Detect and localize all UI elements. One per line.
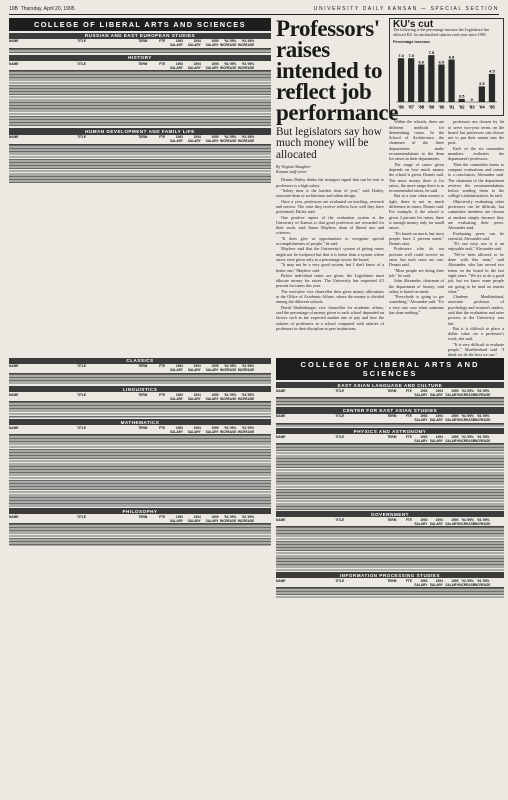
lower-section — [9, 356, 499, 598]
article-paragraph: Dennis Dailey thinks the strongest signal that can be sent to professors is a high salary. — [276, 177, 384, 188]
left-upper-tables — [9, 33, 271, 184]
salary-rows — [9, 374, 271, 385]
department-header: PHYSICS AND ASTRONOMY — [276, 428, 504, 434]
table-header — [9, 364, 271, 374]
column-header: 1995 SALARY — [445, 434, 459, 443]
salary-rows — [276, 588, 504, 597]
chart-tick-label: '86 — [398, 104, 404, 110]
column-header: '93-'95% INCREASE — [237, 39, 255, 48]
chart-tick-label: '94 — [479, 104, 485, 110]
column-header: 1993 SALARY — [169, 61, 183, 70]
table-header — [276, 578, 504, 588]
article-deck: But legislators say how much money will be allocated — [276, 126, 382, 161]
salary-rows — [9, 71, 271, 127]
article-paragraph: Before individual raises are given, the Legislature must allocate money for raises. The University has requested 4.5 percent for raises this year. — [276, 272, 384, 289]
column-header: TITLE — [335, 434, 345, 439]
column-header: 1994 SALARY — [429, 517, 443, 526]
column-header: TITLE — [77, 364, 86, 369]
article-paragraph: Each of the six committee members evaluates the department's professors. — [448, 145, 504, 162]
department-header: CLASSICS — [9, 358, 271, 364]
column-header: TITLE — [77, 61, 86, 66]
column-header: 1993 SALARY — [169, 39, 183, 48]
column-header: 1995 SALARY — [205, 364, 219, 373]
article-paragraph: Once a year, professors are evaluated on teaching, research and service. The raise they receive reflects how well they have performed, Dailey said. — [276, 198, 384, 215]
kus-cut-chart-box — [389, 18, 504, 116]
column-header: FTE — [405, 388, 412, 393]
department-header: LINGUISTICS — [9, 386, 271, 392]
column-header: TITLE — [335, 388, 345, 393]
department-header: GOVERNMENT — [276, 511, 504, 517]
column-header: 1993 SALARY — [414, 414, 428, 423]
column-header: NAME — [276, 434, 286, 439]
column-header: TITLE — [335, 414, 345, 419]
column-header: '93-'95% INCREASE — [473, 517, 491, 526]
chart-data-label: 2.5 — [479, 81, 485, 87]
column-header: TERM — [387, 517, 397, 522]
column-header: TERM — [138, 392, 148, 397]
column-header: 1994 SALARY — [429, 388, 443, 397]
column-header: NAME — [276, 388, 286, 393]
article-paragraph: David Shulenburger, vice chancellor for academic affairs, said the percentage of money given to each school depended on factors such as the expected market rate of pay and how the salaries of professors in a school compared with salaries of professors in their discipline at peer institutions. — [276, 304, 384, 331]
department-header: PHILOSOPHY — [9, 508, 271, 514]
table-header — [9, 39, 271, 49]
chart-tick-label: '93 — [468, 104, 475, 110]
chart-data-label: 0 — [470, 96, 473, 102]
right-tables — [276, 382, 504, 598]
column-header: NAME — [9, 39, 19, 44]
salary-rows — [9, 402, 271, 418]
chart-data-label: 7.5 — [428, 49, 435, 55]
column-header: NAME — [276, 414, 286, 419]
department-header: RUSSIAN AND EAST EUROPEAN STUDIES — [9, 33, 271, 39]
column-header: NAME — [9, 514, 19, 519]
salary-rows — [9, 145, 271, 184]
table-header — [276, 434, 504, 444]
chart-bar — [479, 86, 485, 102]
chart-bar — [489, 74, 495, 102]
column-header: 1993 SALARY — [169, 514, 183, 523]
article-paragraph: Charlene Muehlenhard, associate professor of psychology and women's studies, said that the evaluation and raise process at the University was fair. — [448, 294, 504, 326]
column-header: FTE — [159, 39, 166, 44]
column-header: NAME — [9, 135, 19, 139]
salary-tables-left-upper — [9, 18, 271, 354]
column-header: TERM — [387, 434, 397, 439]
article-paragraph: John Alexander, chairman of the department of history, said salary is based on merit. — [389, 278, 444, 294]
article-byline: By Virginia Slaughter Kansan staff writer — [276, 163, 311, 175]
column-header: '94-'95% INCREASE — [219, 425, 237, 434]
column-header: 1995 SALARY — [205, 514, 219, 523]
column-header: 1995 SALARY — [205, 61, 219, 70]
department-header: EAST ASIAN LANGUAGE AND CULTURE — [276, 382, 504, 388]
chart-description: The following is the percentage increase the Legislature has allowed KU for unclassified salaries each year since 1985. — [393, 27, 489, 37]
chart-data-label: 6.0 — [438, 59, 445, 65]
salary-rows — [9, 49, 271, 54]
column-header: TITLE — [77, 39, 86, 44]
column-header: 1995 SALARY — [445, 388, 459, 397]
column-header: '94-'95% INCREASE — [458, 414, 475, 423]
folio-line — [9, 6, 499, 15]
column-header: '93-'95% INCREASE — [237, 135, 255, 143]
table-header — [9, 514, 271, 524]
article-paragraph: But in a year when money is tight, there is not as much difference in raises, Dennis said. For example, if the school is given 2 percent for raises, there is enough money only for small raises. — [389, 193, 444, 231]
salary-increase-bar-chart — [393, 45, 500, 111]
column-header: FTE — [405, 414, 412, 419]
column-header: NAME — [276, 578, 286, 583]
column-header: TITLE — [77, 425, 86, 430]
table-header — [9, 425, 271, 435]
column-header: NAME — [9, 392, 19, 397]
chart-tick-label: '90 — [438, 104, 445, 110]
column-header: FTE — [159, 514, 166, 519]
column-header: 1994 SALARY — [187, 39, 201, 48]
chart-data-label: 6.8 — [448, 54, 455, 60]
article-paragraph: But it is difficult to place a dollar value on a professor's work, she said. — [448, 325, 504, 342]
column-header: 1994 SALARY — [187, 425, 201, 434]
column-header: 1995 SALARY — [445, 517, 459, 526]
right-article-columns — [389, 119, 504, 357]
column-header: NAME — [9, 425, 19, 430]
chart-data-label: 7.0 — [408, 53, 414, 59]
column-header: '94-'95% INCREASE — [219, 364, 237, 373]
table-header — [276, 517, 504, 527]
chart-data-label: 0.5 — [458, 93, 465, 99]
column-header: 1993 SALARY — [169, 135, 183, 143]
column-header: 1994 SALARY — [187, 61, 201, 70]
column-header: '93-'95% INCREASE — [237, 392, 255, 401]
column-header: 1993 SALARY — [169, 364, 183, 373]
column-header: TITLE — [335, 517, 345, 522]
article-paragraph: Mayhew said that the University's system of giving raises might not be foolproof but that it is better than a system where raises were given only as a percentage across the board. — [276, 246, 384, 262]
article-paragraph: Objectively evaluating other professors can be difficult, but committee members are chosen at random simply because they are evaluating their peers, Alexander said. — [448, 198, 504, 231]
chart-tick-label: '91 — [448, 104, 455, 110]
department-header: INFORMATION PROCESSING STUDIES — [276, 572, 504, 578]
column-header: FTE — [159, 425, 166, 430]
column-header: 1993 SALARY — [414, 434, 428, 443]
chart-tick-label: '95 — [489, 104, 495, 110]
column-header: '94-'95% INCREASE — [458, 517, 475, 526]
chart-ylabel: Percentage increase — [393, 39, 430, 44]
salary-tables-left-lower — [9, 356, 271, 598]
salary-rows — [276, 527, 504, 570]
article-paragraph: "It is very difficult to evaluate people," Muehlenhard said. "I think we do the best we can." — [448, 341, 504, 358]
column-header: 1995 SALARY — [445, 578, 459, 587]
article-paragraph: professors are chosen by lot to serve two-year terms on the board, but professors can choose not to put their names into the pool. — [448, 119, 504, 146]
article-paragraph: "It may not be a very good system, but I don't know of a better one," Mayhew said. — [276, 262, 384, 273]
column-header: FTE — [159, 364, 166, 369]
column-header: 1994 SALARY — [187, 135, 201, 143]
column-header: '94-'95% INCREASE — [219, 135, 237, 143]
column-header: 1993 SALARY — [169, 425, 183, 434]
column-header: '93-'95% INCREASE — [473, 388, 491, 397]
chart-bar — [408, 58, 414, 102]
column-header: FTE — [159, 392, 166, 397]
table-header — [9, 135, 271, 145]
article-paragraph: One positive aspect of the evaluation system at the University of Kansas is that good professors are rewarded for their work, said James Mayhew, dean of liberal arts and sciences. — [276, 214, 384, 236]
column-header: 1995 SALARY — [205, 39, 219, 48]
column-header: FTE — [159, 135, 166, 139]
column-header: '94-'95% INCREASE — [219, 39, 237, 48]
table-header — [9, 392, 271, 402]
column-header: 1994 SALARY — [187, 364, 201, 373]
article-paragraph: "Most people are doing their job," he said. — [389, 267, 444, 278]
department-header: MATHEMATICS — [9, 419, 271, 425]
column-header: 1994 SALARY — [187, 392, 201, 401]
column-header: 1994 SALARY — [187, 514, 201, 523]
department-header: HISTORY — [9, 55, 271, 61]
salary-rows — [276, 398, 504, 406]
salary-rows — [276, 444, 504, 509]
article-column-main — [276, 16, 399, 354]
chart-tick-label: '87 — [408, 104, 414, 110]
chart-bar — [418, 65, 424, 103]
column-header: FTE — [405, 434, 412, 439]
column-header: '94-'95% INCREASE — [219, 514, 237, 523]
left-lower-tables — [9, 358, 271, 547]
column-header: 1994 SALARY — [429, 414, 443, 423]
article-paragraph: "It's not easy, nor is it an enjoyable task," Alexander said. — [448, 241, 504, 252]
chart-data-label: 4.5 — [489, 68, 495, 74]
article-paragraph: The executive vice chancellor then gives money allocations to the Office of Academic Affairs, where the money is divided among the different schools. — [276, 288, 384, 305]
column-header: TITLE — [77, 392, 86, 397]
article-body-main — [276, 177, 384, 331]
column-header: '93-'95% INCREASE — [237, 514, 255, 523]
column-header: TERM — [138, 135, 148, 139]
article-paragraph: "We've been allowed to be done with this term," said Alexander, who has served two terms on the board in the last eight years. "We try to do a good job, but we know some people are going to be mad no matter what." — [448, 251, 504, 294]
chart-tick-label: '89 — [428, 104, 435, 110]
article-paragraph: "Salary time is the hardest time of year," said Dailey, associate dean of architecture and urban design. — [276, 188, 384, 199]
column-header: TERM — [387, 578, 397, 583]
column-header: 1994 SALARY — [429, 434, 443, 443]
chart-tick-label: '92 — [458, 104, 465, 110]
chart-title: KU's cut — [393, 19, 434, 30]
department-header: CENTER FOR EAST ASIAN STUDIES — [276, 407, 504, 413]
column-header: TITLE — [335, 578, 345, 583]
article-paragraph: Within the schools, there are different methods for determining raises. In the School of Architecture, the chairmen of the three departments make recommendations to the dean for raises in their departments. — [389, 119, 444, 162]
column-header: TERM — [387, 388, 397, 393]
article-body-right-a — [389, 119, 444, 357]
column-header: 1995 SALARY — [445, 414, 459, 423]
chart-bar — [428, 55, 434, 102]
table-header — [276, 414, 504, 424]
column-header: '93-'95% INCREASE — [237, 425, 255, 434]
chart-bar — [448, 60, 454, 103]
column-header: NAME — [9, 364, 19, 369]
column-header: TITLE — [77, 135, 86, 139]
column-header: NAME — [276, 517, 286, 522]
article-paragraph: The range of raises given depends on how much money the school is given, Dennis said. The more money there is for raises, the more range there is in recommended raises, he said. — [389, 161, 444, 194]
upper-section — [9, 16, 504, 358]
column-header: '93-'95% INCREASE — [237, 364, 255, 373]
column-header: TERM — [138, 425, 148, 430]
column-header: '93-'95% INCREASE — [473, 434, 491, 443]
column-header: '94-'95% INCREASE — [219, 61, 237, 70]
column-header: TERM — [138, 39, 148, 44]
college-banner-top: COLLEGE OF LIBERAL ARTS AND SCIENCES — [9, 18, 271, 31]
column-header: 1994 SALARY — [429, 578, 443, 587]
chart-data-label: 7.0 — [398, 53, 404, 59]
table-header — [9, 61, 271, 71]
column-header: 1995 SALARY — [205, 135, 219, 143]
chart-tick-label: '88 — [418, 104, 425, 110]
table-header — [276, 388, 504, 398]
article-paragraph: "It does give us opportunities to recognize special accomplishments of people," he said. — [276, 235, 384, 247]
column-header: TERM — [138, 514, 148, 519]
column-header: FTE — [405, 578, 412, 583]
column-header: '93-'95% INCREASE — [473, 414, 491, 423]
department-header: HUMAN DEVELOPMENT AND FAMILY LIFE — [9, 128, 271, 134]
article-paragraph: Evaluating peers can be stressful, Alexander said. — [448, 230, 504, 241]
column-header: 1993 SALARY — [414, 388, 428, 397]
salary-rows — [276, 424, 504, 427]
chart-bar — [438, 65, 444, 103]
column-header: 1995 SALARY — [205, 392, 219, 401]
column-header: 1993 SALARY — [414, 517, 428, 526]
chart-bar — [398, 58, 404, 102]
column-header: NAME — [9, 61, 19, 66]
column-header: FTE — [405, 517, 412, 522]
folio-page-date: 10B Thursday, April 20, 1995 — [9, 6, 75, 12]
column-header: '93-'95% INCREASE — [473, 578, 491, 587]
article-headline: Professors' raises intended to reflect job performance — [276, 16, 399, 125]
column-header: TERM — [387, 414, 397, 419]
column-header: '94-'95% INCREASE — [458, 388, 475, 397]
salary-rows — [9, 524, 271, 546]
column-header: FTE — [159, 61, 166, 66]
salary-tables-right — [276, 356, 504, 598]
folio-masthead: UNIVERSITY DAILY KANSAN — SPECIAL SECTION — [313, 6, 499, 12]
chart-data-label: 6.0 — [418, 59, 425, 65]
article-paragraph: Professors who do not perform well could receive no raise, but such cases are rare, Dennis said. — [389, 246, 444, 268]
column-header: '94-'95% INCREASE — [219, 392, 237, 401]
article-column-right — [389, 18, 504, 358]
article-paragraph: "Everybody is going to get something," Alexander said. "It's a very rare case when someone has done nothing." — [389, 294, 444, 315]
column-header: 1995 SALARY — [205, 425, 219, 434]
chart-bar — [459, 99, 465, 102]
column-header: 1993 SALARY — [414, 578, 428, 587]
column-header: TITLE — [77, 514, 86, 519]
column-header: '94-'95% INCREASE — [458, 578, 475, 587]
article-body-right-b — [448, 119, 504, 357]
college-banner-bottom: COLLEGE OF LIBERAL ARTS AND SCIENCES — [276, 358, 504, 380]
column-header: '93-'95% INCREASE — [237, 61, 255, 70]
salary-rows — [9, 435, 271, 506]
column-header: 1993 SALARY — [169, 392, 183, 401]
article-paragraph: Then the committee meets to compare evaluations and comes to a conclusion, Alexander said. The chairman of the department reviews the recommendations before sending them to the college's administration, he said. — [448, 161, 504, 199]
article-paragraph: "It's based on merit, but most people have 2 percent merit," Dennis said. — [389, 230, 444, 247]
column-header: TERM — [138, 61, 148, 66]
column-header: TERM — [138, 364, 148, 369]
column-header: '94-'95% INCREASE — [458, 434, 475, 443]
